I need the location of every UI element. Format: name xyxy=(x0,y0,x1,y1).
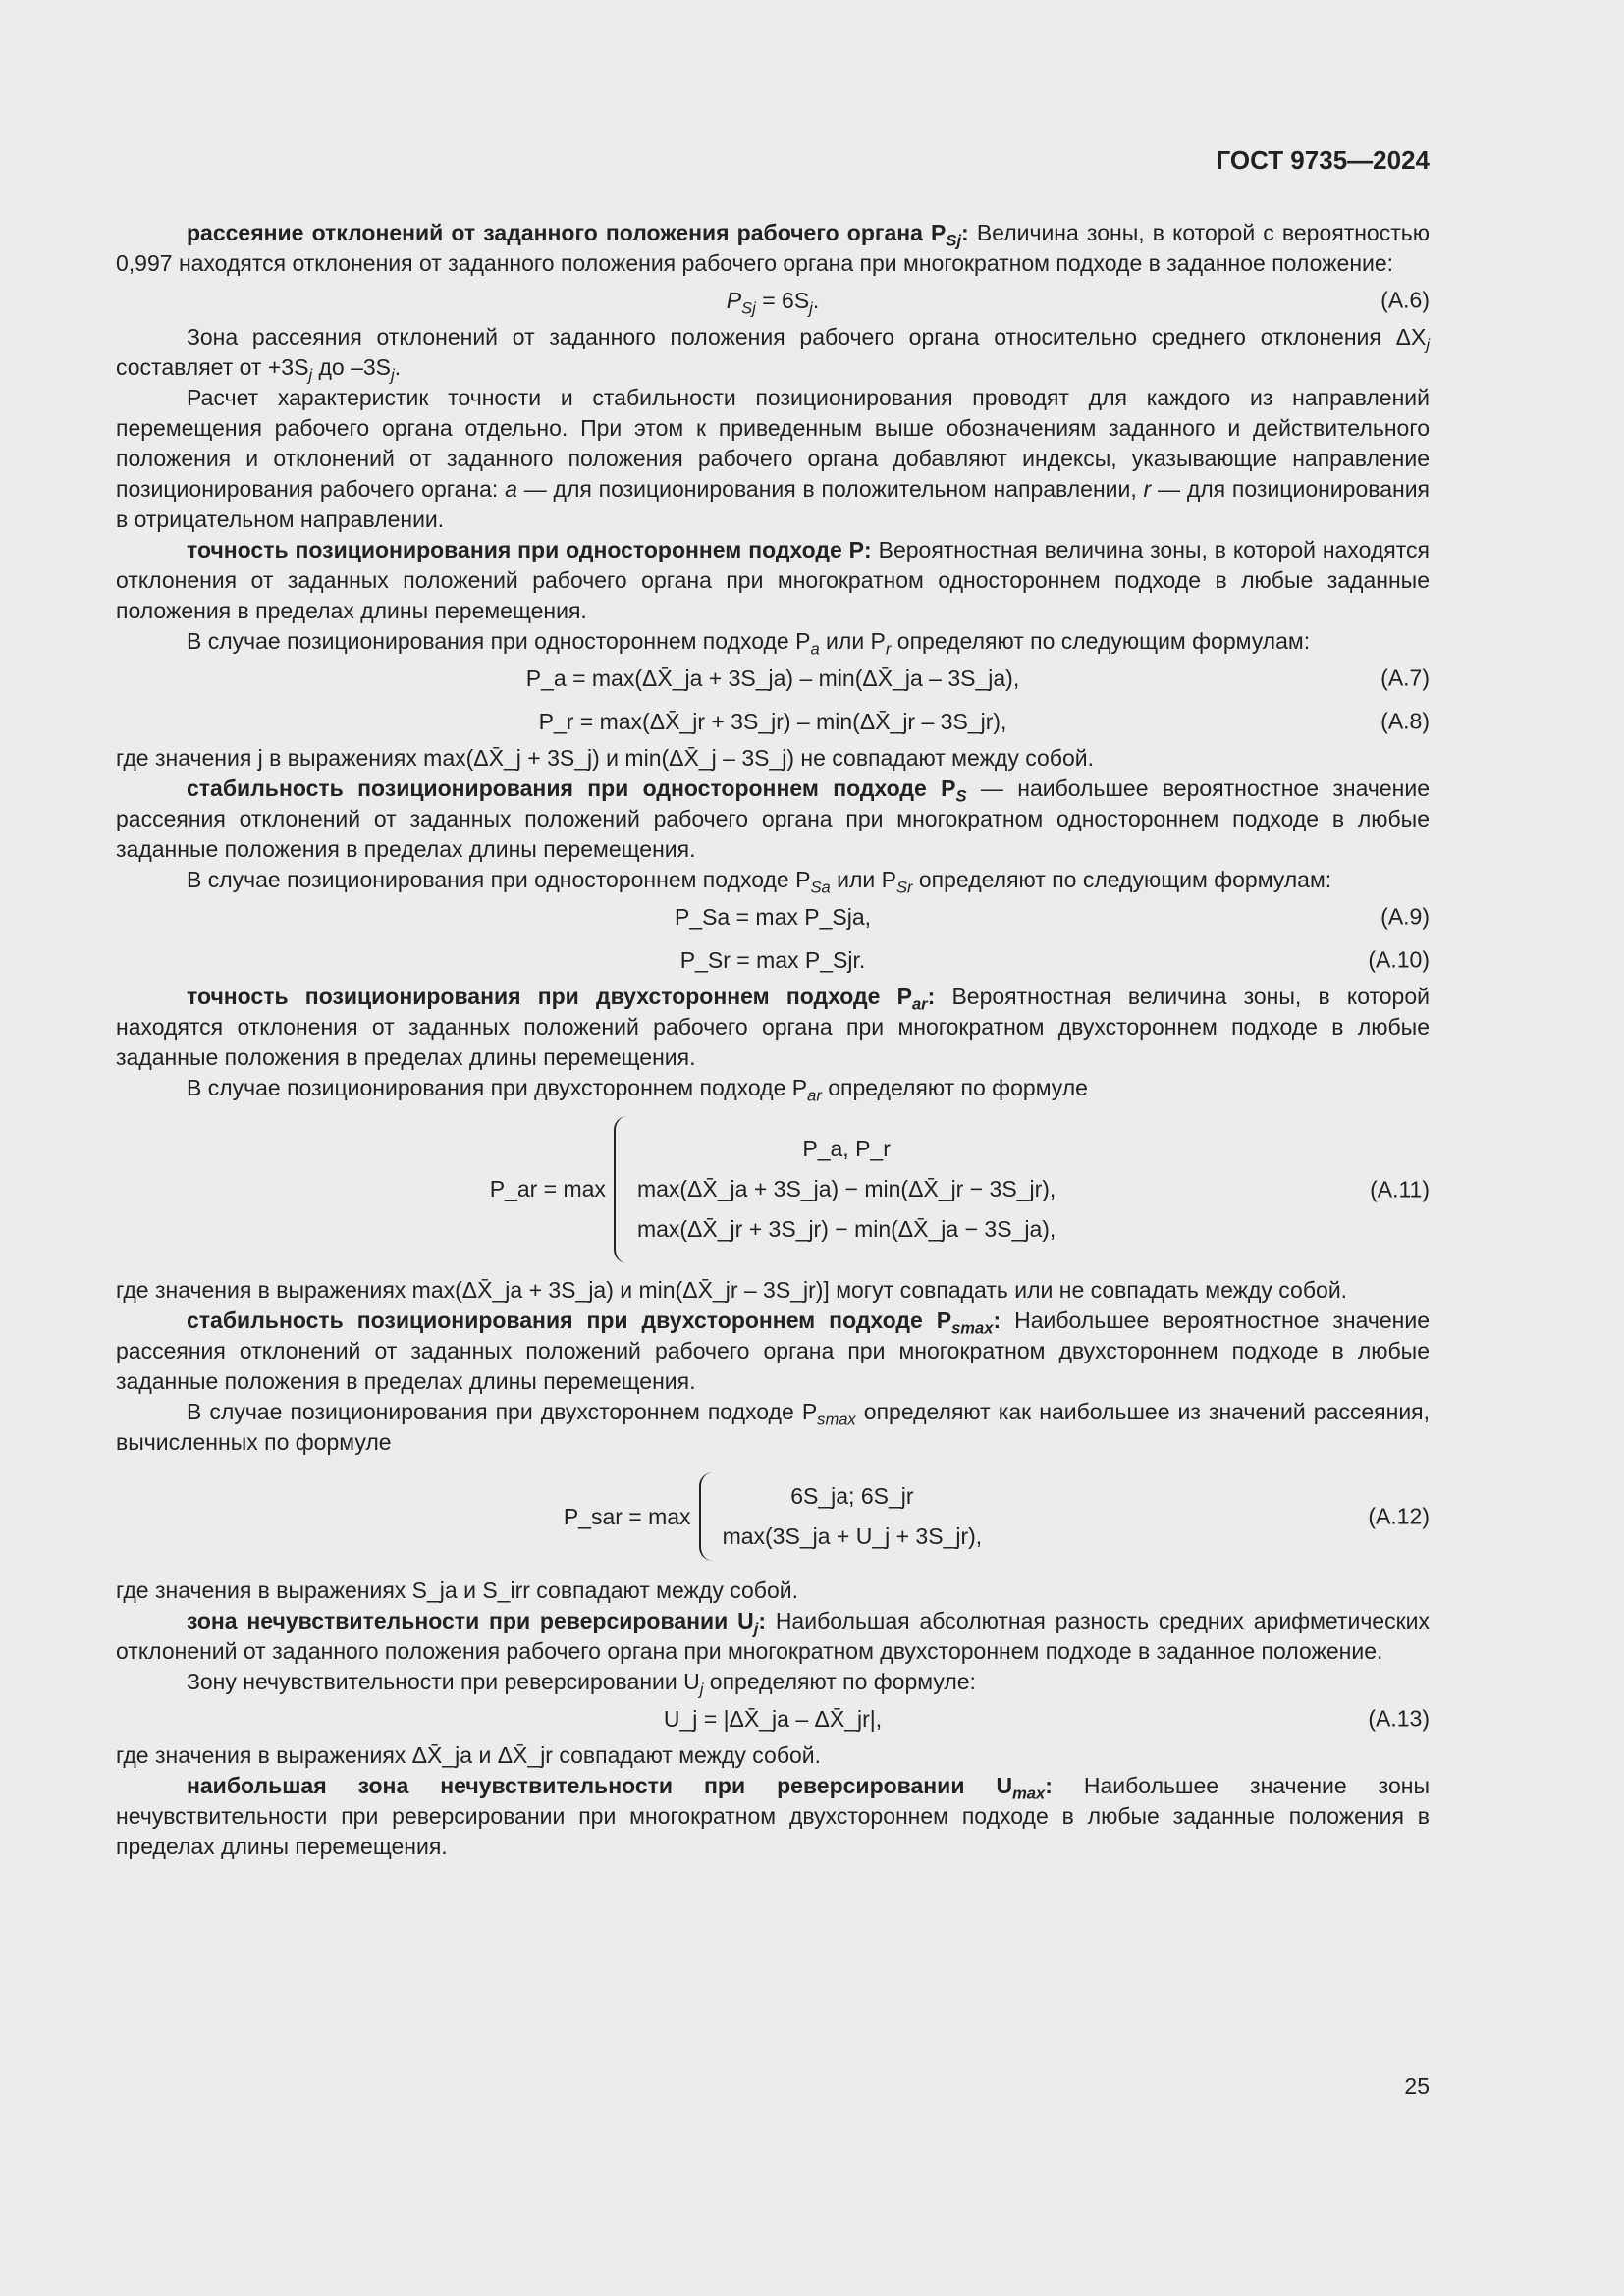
text-subscript: j xyxy=(1426,335,1430,354)
formula-a9 xyxy=(116,895,1430,938)
page-number: 25 xyxy=(1404,2073,1430,2099)
text-subscript: ar xyxy=(807,1086,822,1105)
text-subscript: Sa xyxy=(810,878,831,897)
term-colon: : xyxy=(1045,1773,1053,1798)
term-title: точность позиционирования при двухстороннем подходе P xyxy=(187,984,912,1009)
paragraph-p6: где значения j в выражениях max(ΔX̄_j + 3S_j) и min(ΔX̄_j – 3S_j) не совпадают между собой. xyxy=(116,745,1094,771)
paragraph-text: В случае позиционирования при двухстороннем подходе P xyxy=(187,1399,818,1424)
paragraph-p16 xyxy=(116,1667,1430,1697)
paragraph-text: Величина зоны, в которой с вероятностью 0,997 находятся отклонения от заданного положения рабочего органа при многократном подходе в заданное положение: xyxy=(116,220,1430,276)
paragraph-p3 xyxy=(116,383,1430,535)
paragraph-p12 xyxy=(116,1306,1430,1397)
formula-system xyxy=(490,1116,1056,1263)
equation-number: (А.9) xyxy=(1380,903,1430,930)
term-title: стабильность позиционирования при двухстороннем подходе P xyxy=(187,1308,952,1333)
text-subscript: j xyxy=(308,365,313,385)
term-subscript: max xyxy=(1012,1784,1046,1803)
paragraph-text: В случае позиционирования при двухстороннем подходе P xyxy=(187,1075,808,1100)
term-title: стабильность позиционирования при одностороннем подходе P xyxy=(187,775,956,801)
formula-rhs: = 6S xyxy=(755,287,810,313)
formula-row: max(ΔX̄_ja + 3S_ja) − min(ΔX̄_jr − 3S_jr), xyxy=(636,1176,1056,1201)
paragraph-p1 xyxy=(116,218,1430,279)
left-brace xyxy=(699,1472,717,1561)
paragraph-text: определяют как наибольшее из значений рассеяния, вычисленных по формуле xyxy=(116,1399,1431,1455)
paragraph-text: . xyxy=(394,354,402,380)
text-subscript: Sr xyxy=(895,878,913,897)
formula-a8 xyxy=(116,700,1430,743)
term-colon: : xyxy=(927,984,936,1009)
paragraph-p8 xyxy=(116,865,1430,895)
text-subscript: j xyxy=(391,365,395,385)
formula-row: max(ΔX̄_jr + 3S_jr) − min(ΔX̄_ja − 3S_ja), xyxy=(636,1216,1056,1242)
paragraph-text: или P xyxy=(830,867,896,892)
paragraph-text: Наибольшее значение зоны нечувствительности при реверсировании при многократном двухстороннем подходе в любые заданные положения в пределах длины перемещения. xyxy=(116,1773,1430,1859)
paragraph-text: определяют по формуле: xyxy=(703,1669,976,1694)
paragraph-text: Вероятностная величина зоны, в которой находятся отклонения от заданных положений рабочего органа при многократном двухстороннем подходе в любые заданные положения в пределах длины перемещения. xyxy=(116,984,1430,1070)
formula-body: P_a = max(ΔX̄_ja + 3S_ja) – min(ΔX̄_ja – 3S_ja), xyxy=(525,665,1020,691)
term-colon: : xyxy=(961,220,969,245)
formula-body xyxy=(727,286,820,316)
term-title: зона нечувствительности при реверсировании U xyxy=(187,1608,754,1633)
equation-number: (А.7) xyxy=(1380,665,1430,691)
italic-text: a xyxy=(505,476,517,502)
text-subscript: a xyxy=(810,639,820,659)
paragraph-text: Зона рассеяния отклонений от заданного положения рабочего органа относительно среднего отклонения ΔX xyxy=(187,324,1427,349)
paragraph-p2 xyxy=(116,322,1430,383)
term-colon: : xyxy=(864,537,872,562)
formula-end: , xyxy=(975,1523,983,1549)
term-subscript: j xyxy=(753,1619,759,1638)
document-body xyxy=(116,218,1430,1862)
equation-number: (А.13) xyxy=(1368,1705,1430,1732)
formula-a6 xyxy=(116,279,1430,322)
paragraph-text: определяют по формуле xyxy=(821,1075,1088,1100)
paragraph-text: — для позиционирования в отрицательном направлении. xyxy=(116,476,1430,532)
formula-a7 xyxy=(116,657,1430,700)
term-subscript: Sj xyxy=(946,231,962,250)
formula-symbol: P xyxy=(726,287,742,313)
equation-number: (А.11) xyxy=(1370,1176,1430,1201)
formula-row xyxy=(723,1522,983,1552)
paragraph-text: Наибольшее вероятностное значение рассеяния отклонений от заданных положений рабочего органа при многократном двухстороннем подходе в любые заданные положения в пределах длины перемещения. xyxy=(116,1308,1430,1394)
paragraph-p11: где значения в выражениях max(ΔX̄_ja + 3S_ja) и min(ΔX̄_jr – 3S_jr)] могут совпадать или не совпадать между собой. xyxy=(116,1277,1348,1303)
paragraph-text: — наибольшее вероятностное значение рассеяния отклонений от заданных положений рабочего органа при многократном одностороннем подходе в любые заданные положения в пределах длины перемещения. xyxy=(116,775,1430,862)
paragraph-text: до –3S xyxy=(312,354,392,380)
term-colon: : xyxy=(758,1608,766,1633)
formula-rows xyxy=(723,1481,983,1552)
paragraph-p17: где значения в выражениях ΔX̄_ja и ΔX̄_jr совпадают между собой. xyxy=(116,1742,822,1768)
formula-body: P_r = max(ΔX̄_jr + 3S_jr) – min(ΔX̄_jr – 3S_jr), xyxy=(538,708,1007,734)
paragraph-text: Вероятностная величина зоны, в которой находятся отклонения от заданных положений рабочего органа при многократном одностороннем подходе в любые заданные положения в пределах длины перемещения. xyxy=(116,537,1430,623)
paragraph-p7 xyxy=(116,774,1430,865)
term-title: наибольшая зона нечувствительности при реверсировании U xyxy=(187,1773,1013,1798)
paragraph-p9 xyxy=(116,982,1430,1073)
paragraph-text: составляет от +3S xyxy=(116,354,309,380)
formula-a11 xyxy=(116,1103,1430,1275)
text-subscript: r xyxy=(885,639,892,659)
paragraph-text: или P xyxy=(819,628,886,654)
paragraph-text: определяют по следующим формулам: xyxy=(891,628,1311,654)
left-brace xyxy=(614,1116,631,1263)
paragraph-p14: где значения в выражениях S_ja и S_irr совпадают между собой. xyxy=(116,1577,798,1603)
paragraph-p5 xyxy=(116,626,1430,657)
formula-subscript: Sj xyxy=(741,297,756,317)
term-subscript: S xyxy=(955,786,967,806)
formula-a10 xyxy=(116,938,1430,982)
document-header: ГОСТ 9735—2024 xyxy=(1216,145,1430,175)
text-subscript: j xyxy=(699,1680,704,1699)
formula-row: P_a, P_r xyxy=(802,1136,891,1161)
formula-lhs: P_ar = max xyxy=(489,1176,606,1201)
formula-body: P_Sr = max P_Sjr. xyxy=(679,946,866,973)
paragraph-p13 xyxy=(116,1397,1430,1458)
formula-subscript: j xyxy=(809,297,813,317)
formula-a12 xyxy=(116,1458,1430,1575)
formula-system xyxy=(564,1472,982,1561)
paragraph-text: — для позиционирования в положительном направлении, xyxy=(516,476,1144,502)
formula-body: U_j = |ΔX̄_ja – ΔX̄_jr|, xyxy=(663,1705,883,1732)
term-title: рассеяние отклонений от заданного положения рабочего органа P xyxy=(187,220,947,245)
term-title: точность позиционирования при одностороннем подходе P xyxy=(187,537,865,562)
term-colon: : xyxy=(993,1308,1001,1333)
formula-row-text: max(3S_ja + U_j + 3S_jr) xyxy=(722,1523,976,1549)
paragraph-text: определяют по следующим формулам: xyxy=(912,867,1332,892)
term-subscript: ar xyxy=(911,994,928,1014)
paragraph-text: Расчет характеристик точности и стабильности позиционирования проводят для каждого из направлений перемещения рабочего органа отдельно. При этом к приведенным выше обозначениям заданного и действительного положения и отклонений от заданного положения рабочего органа добавляют индексы, указывающие направление позиционирования рабочего органа: xyxy=(116,385,1430,502)
formula-end: . xyxy=(812,287,820,313)
paragraph-text: Зону нечувствительности при реверсировании U xyxy=(187,1669,700,1694)
paragraph-p15 xyxy=(116,1606,1430,1667)
paragraph-p4 xyxy=(116,535,1430,626)
equation-number: (А.12) xyxy=(1368,1503,1430,1529)
paragraph-p10 xyxy=(116,1073,1430,1103)
formula-lhs: P_sar = max xyxy=(563,1503,691,1529)
term-subscript: smax xyxy=(951,1318,994,1338)
italic-text: r xyxy=(1143,476,1152,502)
equation-number: (А.10) xyxy=(1368,946,1430,973)
paragraph-p18 xyxy=(116,1771,1430,1862)
formula-a13 xyxy=(116,1697,1430,1740)
formula-rows xyxy=(637,1134,1056,1245)
paragraph-text: Наибольшая абсолютная разность средних арифметических отклонений от заданного положения рабочего органа при многократном двухстороннем подходе в заданное положение. xyxy=(116,1608,1430,1664)
paragraph-text: В случае позиционирования при одностороннем подходе P xyxy=(187,628,811,654)
equation-number: (А.8) xyxy=(1380,708,1430,734)
formula-body: P_Sa = max P_Sja, xyxy=(674,903,872,930)
paragraph-text: В случае позиционирования при одностороннем подходе P xyxy=(187,867,811,892)
formula-row: 6S_ja; 6S_jr xyxy=(790,1483,914,1509)
equation-number: (А.6) xyxy=(1380,287,1430,313)
text-subscript: smax xyxy=(817,1410,856,1429)
